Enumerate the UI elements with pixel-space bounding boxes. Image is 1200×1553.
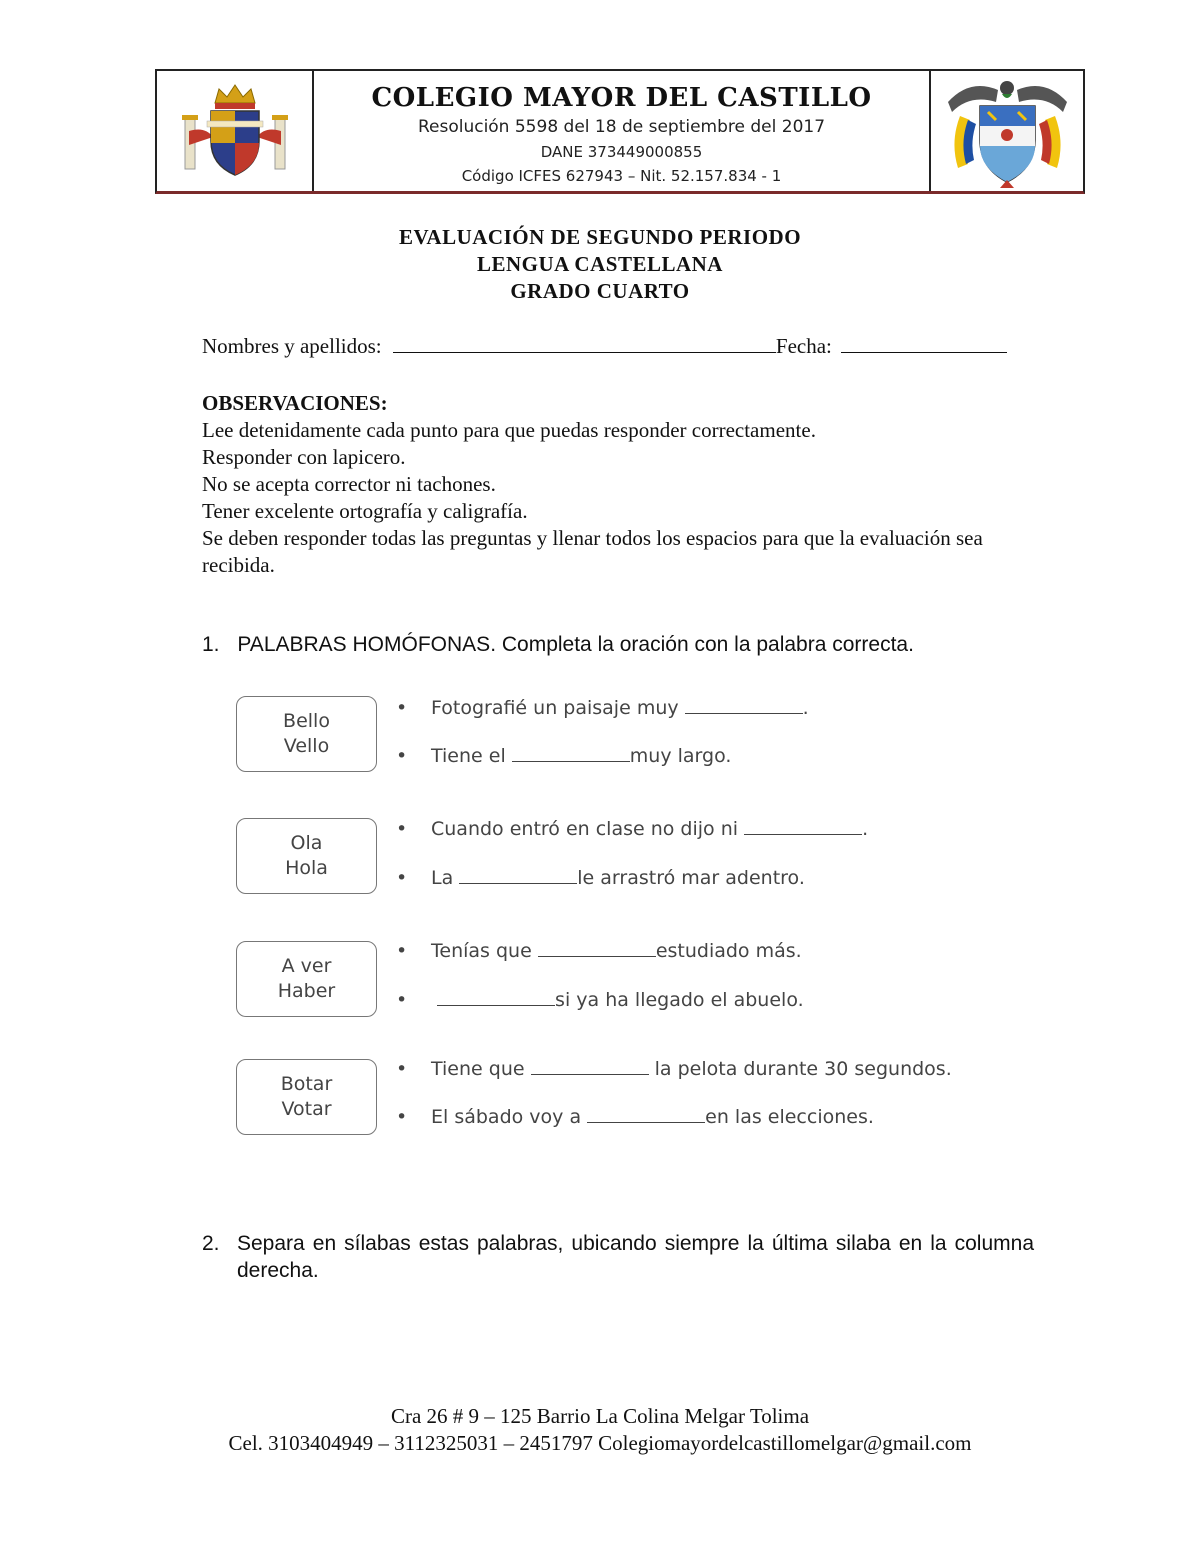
sentence-end: . xyxy=(802,697,809,719)
bullet-icon: • xyxy=(396,1058,408,1080)
sentence-line xyxy=(396,1058,952,1080)
word-option: Botar xyxy=(280,1073,333,1095)
word-box-botar-votar xyxy=(236,1059,377,1135)
word-option: Vello xyxy=(283,735,330,757)
date-field[interactable] xyxy=(841,334,1007,353)
name-field[interactable] xyxy=(393,334,776,353)
observation-item: Lee detenidamente cada punto para que puedas responder correctamente. xyxy=(202,418,816,442)
sentence-start: Cuando entró en clase no dijo ni xyxy=(431,818,745,840)
bullet-icon: • xyxy=(396,940,408,962)
observations-heading: OBSERVACIONES: xyxy=(202,391,388,415)
sentence-line xyxy=(396,989,804,1011)
word-option: A ver xyxy=(281,955,332,977)
answer-blank[interactable] xyxy=(459,867,577,884)
date-label: Fecha: xyxy=(775,334,832,358)
sentence-start: Tenías que xyxy=(431,940,538,962)
sentence-line xyxy=(396,867,805,889)
sentence-start: Tiene que xyxy=(431,1058,531,1080)
observations-section xyxy=(202,390,1052,579)
subject-title: LENGUA CASTELLANA xyxy=(477,252,723,276)
sentence-line xyxy=(396,818,868,840)
answer-blank[interactable] xyxy=(512,745,630,762)
question-1-prompt xyxy=(202,633,914,657)
sentence-end: . xyxy=(862,818,869,840)
sentence-line xyxy=(396,940,802,962)
name-label: Nombres y apellidos: xyxy=(202,334,382,358)
footer-address: Cra 26 # 9 – 125 Barrio La Colina Melgar Tolima xyxy=(390,1404,810,1428)
bullet-icon: • xyxy=(396,867,408,889)
answer-blank[interactable] xyxy=(531,1058,649,1075)
word-option: Hola xyxy=(285,857,328,879)
student-info-line xyxy=(202,334,1007,359)
sentence-end: le arrastró mar adentro. xyxy=(577,867,805,889)
exam-title: EVALUACIÓN DE SEGUNDO PERIODO xyxy=(398,225,802,249)
word-option: Ola xyxy=(290,832,323,854)
sentence-line xyxy=(396,697,809,719)
grade-title: GRADO CUARTO xyxy=(510,279,690,303)
bullet-icon: • xyxy=(396,697,408,719)
question-2-text: Separa en sílabas estas palabras, ubicando siempre la última silaba en la columna derecha. xyxy=(237,1232,1034,1282)
icfes-text: Código ICFES 627943 – Nit. 52.157.834 - 1 xyxy=(461,167,782,185)
bullet-icon: • xyxy=(396,989,408,1011)
sentence-start: Fotografié un paisaje muy xyxy=(431,697,685,719)
question-1-text: PALABRAS HOMÓFONAS. Completa la oración con la palabra correcta. xyxy=(237,633,914,656)
observation-item: Se deben responder todas las preguntas y llenar todos los espacios para que la evaluación sea recibida. xyxy=(202,526,983,577)
observation-item: No se acepta corrector ni tachones. xyxy=(202,472,496,496)
school-info xyxy=(314,71,931,191)
dane-text: DANE 373449000855 xyxy=(540,143,703,161)
sentence-end: muy largo. xyxy=(629,745,732,767)
colombia-coat-of-arms-icon xyxy=(940,72,1075,190)
sentence-end: si ya ha llegado el abuelo. xyxy=(555,989,804,1011)
word-option: Haber xyxy=(277,980,336,1002)
national-coat-cell xyxy=(931,71,1083,191)
page-footer xyxy=(0,1403,1200,1457)
school-name: COLEGIO MAYOR DEL CASTILLO xyxy=(371,83,872,113)
answer-blank[interactable] xyxy=(587,1106,705,1123)
question-1-number: 1. xyxy=(202,633,220,656)
sentence-end: en las elecciones. xyxy=(705,1106,874,1128)
sentence-start: La xyxy=(431,867,460,889)
observation-item: Tener excelente ortografía y caligrafía. xyxy=(202,499,528,523)
bullet-icon: • xyxy=(396,745,408,767)
resolution-text: Resolución 5598 del 18 de septiembre del 2017 xyxy=(417,117,826,137)
sentence-end: estudiado más. xyxy=(655,940,802,962)
question-2-prompt xyxy=(202,1230,1034,1284)
sentence-end: la pelota durante 30 segundos. xyxy=(648,1058,952,1080)
answer-blank[interactable] xyxy=(744,818,862,835)
school-crest-cell xyxy=(157,71,314,191)
observation-item: Responder con lapicero. xyxy=(202,445,406,469)
question-2-number: 2. xyxy=(202,1232,220,1255)
bullet-icon: • xyxy=(396,818,408,840)
word-box-bello-vello xyxy=(236,696,377,772)
sentence-start: Tiene el xyxy=(431,745,512,767)
word-box-ola-hola xyxy=(236,818,377,894)
footer-contact: Cel. 3103404949 – 3112325031 – 2451797 Colegiomayordelcastillomelgar@gmail.com xyxy=(228,1431,972,1455)
sentence-line xyxy=(396,745,731,767)
answer-blank[interactable] xyxy=(437,989,555,1006)
bullet-icon: • xyxy=(396,1106,408,1128)
sentence-line xyxy=(396,1106,874,1128)
letterhead xyxy=(155,69,1085,194)
exam-titles xyxy=(0,224,1200,305)
word-option: Bello xyxy=(283,710,330,732)
word-option: Votar xyxy=(281,1098,332,1120)
school-crest-icon xyxy=(175,81,295,181)
word-box-a-ver-haber xyxy=(236,941,377,1017)
sentence-start: El sábado voy a xyxy=(431,1106,588,1128)
answer-blank[interactable] xyxy=(685,697,803,714)
answer-blank[interactable] xyxy=(538,940,656,957)
